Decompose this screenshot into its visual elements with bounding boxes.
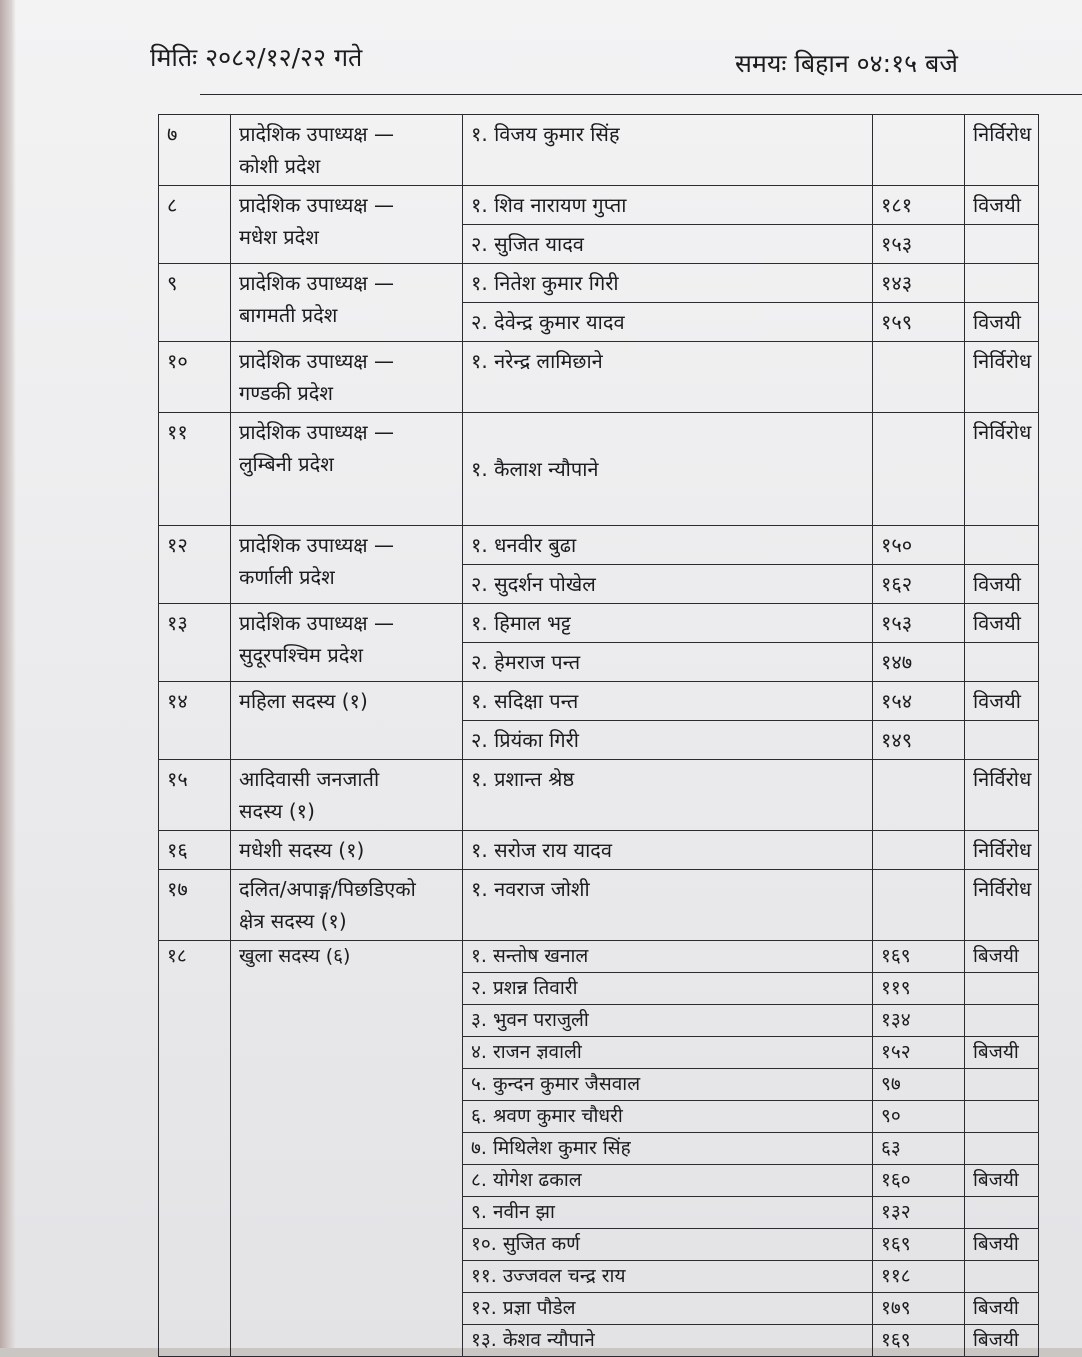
post-title [231,342,463,413]
vote-count [873,342,965,413]
table-row [159,413,1039,526]
candidate-name: ११. उज्जवल चन्द्र राय [463,1261,873,1293]
result-status: विजयी [965,604,1039,643]
header-rule [200,94,1082,95]
serial-number: १५ [159,760,231,831]
result-status [965,973,1039,1005]
vote-count: १५३ [873,225,965,264]
vote-count: ११८ [873,1261,965,1293]
vote-count: १६९ [873,941,965,973]
serial-number: ८ [159,186,231,264]
post-title-line: कर्णाली प्रदेश [239,565,335,589]
post-title [231,870,463,941]
page-edge [0,0,16,1348]
candidate-name: २. सुदर्शन पोखेल [463,565,873,604]
time-text: समयः बिहान ०४:१५ बजे [735,49,958,78]
candidate-name: २. हेमराज पन्त [463,643,873,682]
candidate-name: ९. नवीन झा [463,1197,873,1229]
result-status [965,1005,1039,1037]
candidate-name: २. देवेन्द्र कुमार यादव [463,303,873,342]
result-status [965,721,1039,760]
result-status [965,1197,1039,1229]
post-title-line: प्रादेशिक उपाध्यक्ष — [239,420,394,444]
vote-count: ६३ [873,1133,965,1165]
table-row [159,604,1039,643]
candidate-name: १०. सुजित कर्ण [463,1229,873,1261]
post-title [231,526,463,604]
candidate-name: ३. भुवन पराजुली [463,1005,873,1037]
table-row [159,760,1039,831]
candidate-name: १. विजय कुमार सिंह [463,115,873,186]
serial-number: १३ [159,604,231,682]
results-table [158,114,1039,1357]
serial-number: ९ [159,264,231,342]
vote-count: ११९ [873,973,965,1005]
result-status: बिजयी [965,1325,1039,1357]
candidate-name: १. सदिक्षा पन्त [463,682,873,721]
candidate-name: १. हिमाल भट्ट [463,604,873,643]
post-title-line: प्रादेशिक उपाध्यक्ष — [239,271,394,295]
post-title [231,264,463,342]
post-title-line: प्रादेशिक उपाध्यक्ष — [239,193,394,217]
table-row [159,682,1039,721]
candidate-name: ५. कुन्दन कुमार जैसवाल [463,1069,873,1101]
result-status: विजयी [965,565,1039,604]
candidate-name: १. शिव नारायण गुप्ता [463,186,873,225]
candidate-name: १. नरेन्द्र लामिछाने [463,342,873,413]
vote-count: १३४ [873,1005,965,1037]
candidate-name: १. कैलाश न्यौपाने [463,413,873,526]
candidate-name: ८. योगेश ढकाल [463,1165,873,1197]
result-status: विजयी [965,186,1039,225]
candidate-name: १. धनवीर बुढा [463,526,873,565]
table-row [159,186,1039,225]
vote-count [873,760,965,831]
post-title-line: सुदूरपश्चिम प्रदेश [239,643,363,667]
candidate-name: २. सुजित यादव [463,225,873,264]
serial-number: १७ [159,870,231,941]
serial-number: १४ [159,682,231,760]
post-title [231,604,463,682]
post-title [231,831,463,870]
vote-count [873,115,965,186]
post-title-line: प्रादेशिक उपाध्यक्ष — [239,349,394,373]
result-status: निर्विरोध [965,115,1039,186]
vote-count: १४३ [873,264,965,303]
post-title-line: महिला सदस्य (१) [239,689,368,713]
vote-count: ९७ [873,1069,965,1101]
table-row [159,264,1039,303]
table-row [159,831,1039,870]
serial-number: १८ [159,941,231,1357]
result-status: बिजयी [965,1037,1039,1069]
table-row [159,526,1039,565]
vote-count: १६९ [873,1229,965,1261]
vote-count: १५९ [873,303,965,342]
vote-count: १४७ [873,643,965,682]
vote-count [873,831,965,870]
vote-count: १६२ [873,565,965,604]
candidate-name: १. सरोज राय यादव [463,831,873,870]
post-title-line: लुम्बिनी प्रदेश [239,452,334,476]
candidate-name: २. प्रशन्न तिवारी [463,973,873,1005]
result-status: बिजयी [965,1229,1039,1261]
result-status [965,1101,1039,1133]
post-title-line: बागमती प्रदेश [239,303,338,327]
result-status [965,1133,1039,1165]
table-row [159,115,1039,186]
result-status: निर्विरोध [965,831,1039,870]
result-status [965,225,1039,264]
vote-count: १८१ [873,186,965,225]
post-title-line: सदस्य (१) [239,799,315,823]
result-status: विजयी [965,682,1039,721]
vote-count: ९० [873,1101,965,1133]
post-title-line: मधेशी सदस्य (१) [239,838,365,862]
vote-count: १५३ [873,604,965,643]
vote-count [873,413,965,526]
date-text: मितिः २०८२/१२/२२ गते [150,43,363,72]
result-status [965,643,1039,682]
candidate-name: १. नवराज जोशी [463,870,873,941]
candidate-name: १. सन्तोष खनाल [463,941,873,973]
post-title [231,682,463,760]
results-body [159,115,1039,1357]
serial-number: ७ [159,115,231,186]
post-title-line: आदिवासी जनजाती [239,767,380,791]
result-status [965,1069,1039,1101]
post-title-line: खुला सदस्य (६) [239,945,351,967]
serial-number: १६ [159,831,231,870]
candidate-name: ७. मिथिलेश कुमार सिंह [463,1133,873,1165]
post-title-line: कोशी प्रदेश [239,154,321,178]
table-row [159,342,1039,413]
result-status: बिजयी [965,941,1039,973]
result-status [965,1261,1039,1293]
vote-count: १७९ [873,1293,965,1325]
vote-count [873,870,965,941]
result-status: निर्विरोध [965,760,1039,831]
candidate-name: २. प्रियंका गिरी [463,721,873,760]
vote-count: १५० [873,526,965,565]
table-row [159,870,1039,941]
vote-count: १५२ [873,1037,965,1069]
post-title-line: गण्डकी प्रदेश [239,381,333,405]
table-row [159,941,1039,973]
result-status: निर्विरोध [965,870,1039,941]
candidate-name: १. नितेश कुमार गिरी [463,264,873,303]
candidate-name: १२. प्रज्ञा पौडेल [463,1293,873,1325]
vote-count: १६० [873,1165,965,1197]
post-title [231,941,463,1357]
post-title [231,413,463,526]
vote-count: १५४ [873,682,965,721]
vote-count: १४९ [873,721,965,760]
serial-number: १० [159,342,231,413]
candidate-name: ४. राजन ज्ञवाली [463,1037,873,1069]
serial-number: ११ [159,413,231,526]
result-status: विजयी [965,303,1039,342]
post-title [231,186,463,264]
result-status: बिजयी [965,1165,1039,1197]
post-title-line: प्रादेशिक उपाध्यक्ष — [239,611,394,635]
post-title-line: मधेश प्रदेश [239,225,319,249]
post-title-line: क्षेत्र सदस्य (१) [239,909,347,933]
post-title [231,115,463,186]
candidate-name: ६. श्रवण कुमार चौधरी [463,1101,873,1133]
post-title-line: प्रादेशिक उपाध्यक्ष — [239,122,394,146]
post-title-line: प्रादेशिक उपाध्यक्ष — [239,533,394,557]
result-status: निर्विरोध [965,413,1039,526]
document-header [0,38,1082,78]
vote-count: १३२ [873,1197,965,1229]
post-title [231,760,463,831]
result-status [965,264,1039,303]
vote-count: १६९ [873,1325,965,1357]
result-status: निर्विरोध [965,342,1039,413]
result-status [965,526,1039,565]
candidate-name: १. प्रशान्त श्रेष्ठ [463,760,873,831]
serial-number: १२ [159,526,231,604]
candidate-name: १३. केशव न्यौपाने [463,1325,873,1357]
post-title-line: दलित/अपाङ्ग/पिछडिएको [239,877,416,901]
result-status: बिजयी [965,1293,1039,1325]
